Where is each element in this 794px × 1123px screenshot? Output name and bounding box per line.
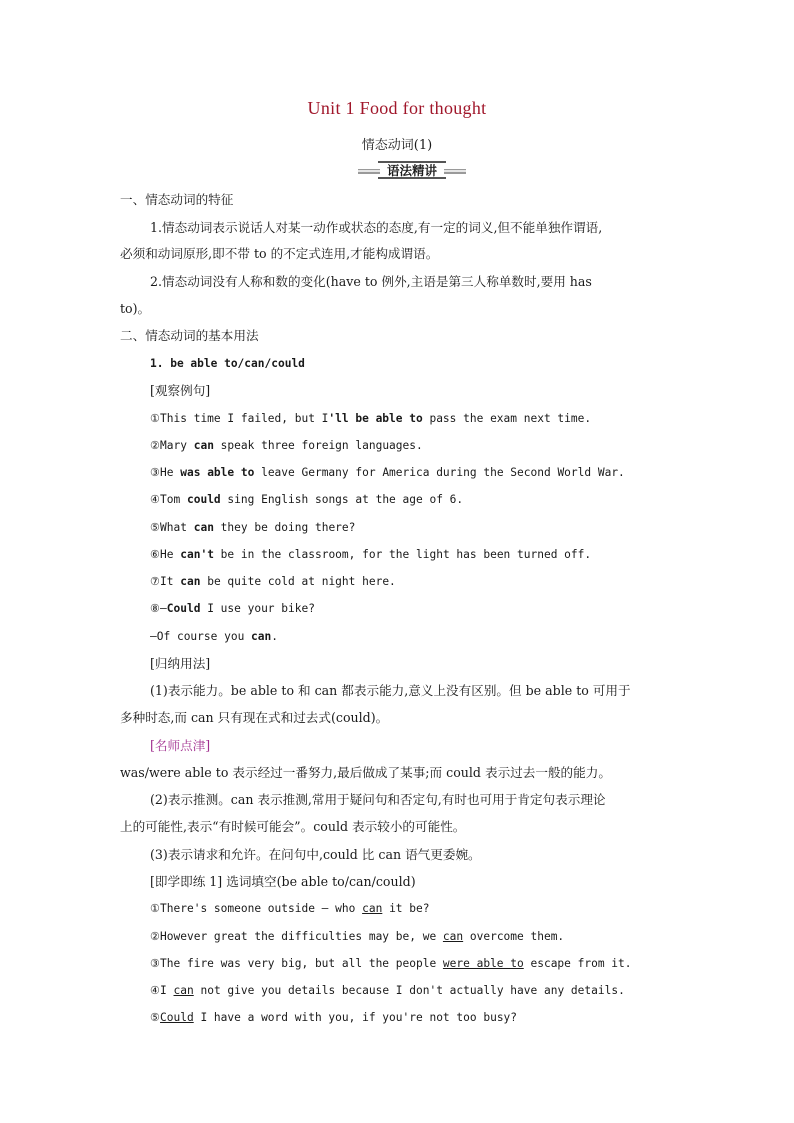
example-keyword: Could xyxy=(166,602,201,615)
example-keyword: can xyxy=(193,521,214,534)
section1-heading: 一、情态动词的特征 xyxy=(120,192,234,207)
summary-label: [归纳用法] xyxy=(150,656,211,671)
example-number: ⑧— xyxy=(150,602,167,615)
exercise-number: ④ xyxy=(150,984,161,997)
example-text: He xyxy=(160,548,181,561)
example-item xyxy=(150,411,591,427)
page-title: Unit 1 Food for thought xyxy=(307,98,487,118)
exercise-answer: can xyxy=(362,902,383,915)
banner-left-bar xyxy=(358,169,380,174)
example-number: — xyxy=(150,630,157,643)
example-number: ⑥ xyxy=(150,548,161,561)
exercise-item xyxy=(150,983,625,999)
exercise-item xyxy=(150,901,429,917)
example-text: What xyxy=(160,521,194,534)
usage2-line1: (2)表示推测。can 表示推测,常用于疑问句和否定句,有时也可用于肯定句表示理论 xyxy=(150,792,606,807)
example-keyword: can't xyxy=(180,548,214,561)
section-banner xyxy=(358,161,466,181)
practice-heading: [即学即练 1] 选词填空(be able to/can/could) xyxy=(150,874,416,889)
teacher-tip-text: was/were able to 表示经过一番努力,最后做成了某事;而 could 表示过去一般的能力。 xyxy=(120,765,611,780)
example-text: be quite cold at night here. xyxy=(200,575,396,588)
example-number: ① xyxy=(150,412,161,425)
example-item xyxy=(150,574,396,590)
example-keyword: was able to xyxy=(180,466,255,479)
example-text: Tom xyxy=(160,493,187,506)
section1-p1-line1: 1.情态动词表示说话人对某一动作或状态的态度,有一定的词义,但不能单独作谓语, xyxy=(150,220,603,235)
exercise-item xyxy=(150,929,564,945)
exercise-text: There's someone outside — who xyxy=(160,902,363,915)
example-text: be in the classroom, for the light has been turned off. xyxy=(213,548,592,561)
banner-label: 语法精讲 xyxy=(378,161,446,179)
exercise-number: ② xyxy=(150,930,161,943)
teacher-tip-label: [名师点津] xyxy=(150,738,211,753)
exercise-text: The fire was very big, but all the people xyxy=(160,957,443,970)
section1-p2-line2: to)。 xyxy=(120,301,151,316)
example-keyword: can xyxy=(251,630,272,643)
example-keyword: 'll be able to xyxy=(328,412,423,425)
example-text: I use your bike? xyxy=(200,602,315,615)
example-text: It xyxy=(160,575,181,588)
observe-label: [观察例句] xyxy=(150,383,211,398)
example-number: ④ xyxy=(150,493,161,506)
exercise-answer: can xyxy=(173,984,194,997)
example-keyword: can xyxy=(193,439,214,452)
example-item xyxy=(150,438,423,454)
exercise-text: not give you details because I don't actually have any details. xyxy=(193,984,625,997)
exercise-text: I xyxy=(160,984,174,997)
example-text: Of course you xyxy=(156,630,252,643)
exercise-text: escape from it. xyxy=(523,957,632,970)
example-item xyxy=(150,520,355,536)
example-text: pass the exam next time. xyxy=(422,412,592,425)
example-keyword: can xyxy=(180,575,201,588)
exercise-number: ⑤ xyxy=(150,1011,161,1024)
exercise-number: ③ xyxy=(150,957,161,970)
exercise-answer: Could xyxy=(160,1011,194,1024)
exercise-text: However great the difficulties may be, we xyxy=(160,930,443,943)
example-item xyxy=(150,465,625,481)
example-number: ⑤ xyxy=(150,521,161,534)
exercise-item xyxy=(150,1010,517,1026)
usage1-line2: 多种时态,而 can 只有现在式和过去式(could)。 xyxy=(120,710,389,725)
example-keyword: could xyxy=(186,493,221,506)
exercise-number: ① xyxy=(150,902,161,915)
banner-right-bar xyxy=(444,169,466,174)
section2-heading: 二、情态动词的基本用法 xyxy=(120,328,259,343)
example-number: ② xyxy=(150,439,161,452)
section1-p2-line1: 2.情态动词没有人称和数的变化(have to 例外,主语是第三人称单数时,要用 has xyxy=(150,274,592,289)
usage1-line1: (1)表示能力。be able to 和 can 都表示能力,意义上没有区别。但 be able to 可用于 xyxy=(150,683,631,698)
example-text: they be doing there? xyxy=(213,521,356,534)
example-item xyxy=(150,547,591,563)
example-text: leave Germany for America during the Second World War. xyxy=(254,466,625,479)
section1-p1-line2: 必须和动词原形,即不带 to 的不定式连用,才能构成谓语。 xyxy=(120,246,439,261)
exercise-answer: were able to xyxy=(442,957,524,970)
example-number: ⑦ xyxy=(150,575,161,588)
example-item xyxy=(150,629,278,645)
exercise-item xyxy=(150,956,632,972)
example-text: This time I failed, but I xyxy=(160,412,329,425)
exercise-text: overcome them. xyxy=(463,930,565,943)
example-item xyxy=(150,492,463,508)
exercise-text: it be? xyxy=(382,902,430,915)
example-text: sing English songs at the age of 6. xyxy=(220,493,464,506)
usage3-line: (3)表示请求和允许。在问句中,could 比 can 语气更委婉。 xyxy=(150,847,481,862)
example-text: . xyxy=(271,630,279,643)
page-subtitle: 情态动词(1) xyxy=(361,138,433,153)
usage2-line2: 上的可能性,表示“有时候可能会”。could 表示较小的可能性。 xyxy=(120,819,466,834)
example-item xyxy=(150,601,315,617)
exercise-text: I have a word with you, if you're not too busy? xyxy=(193,1011,518,1024)
example-text: speak three foreign languages. xyxy=(213,439,423,452)
subsection-heading: 1. be able to/can/could xyxy=(150,357,305,370)
example-text: He xyxy=(160,466,181,479)
example-text: Mary xyxy=(160,439,194,452)
exercise-answer: can xyxy=(442,930,464,943)
example-number: ③ xyxy=(150,466,161,479)
